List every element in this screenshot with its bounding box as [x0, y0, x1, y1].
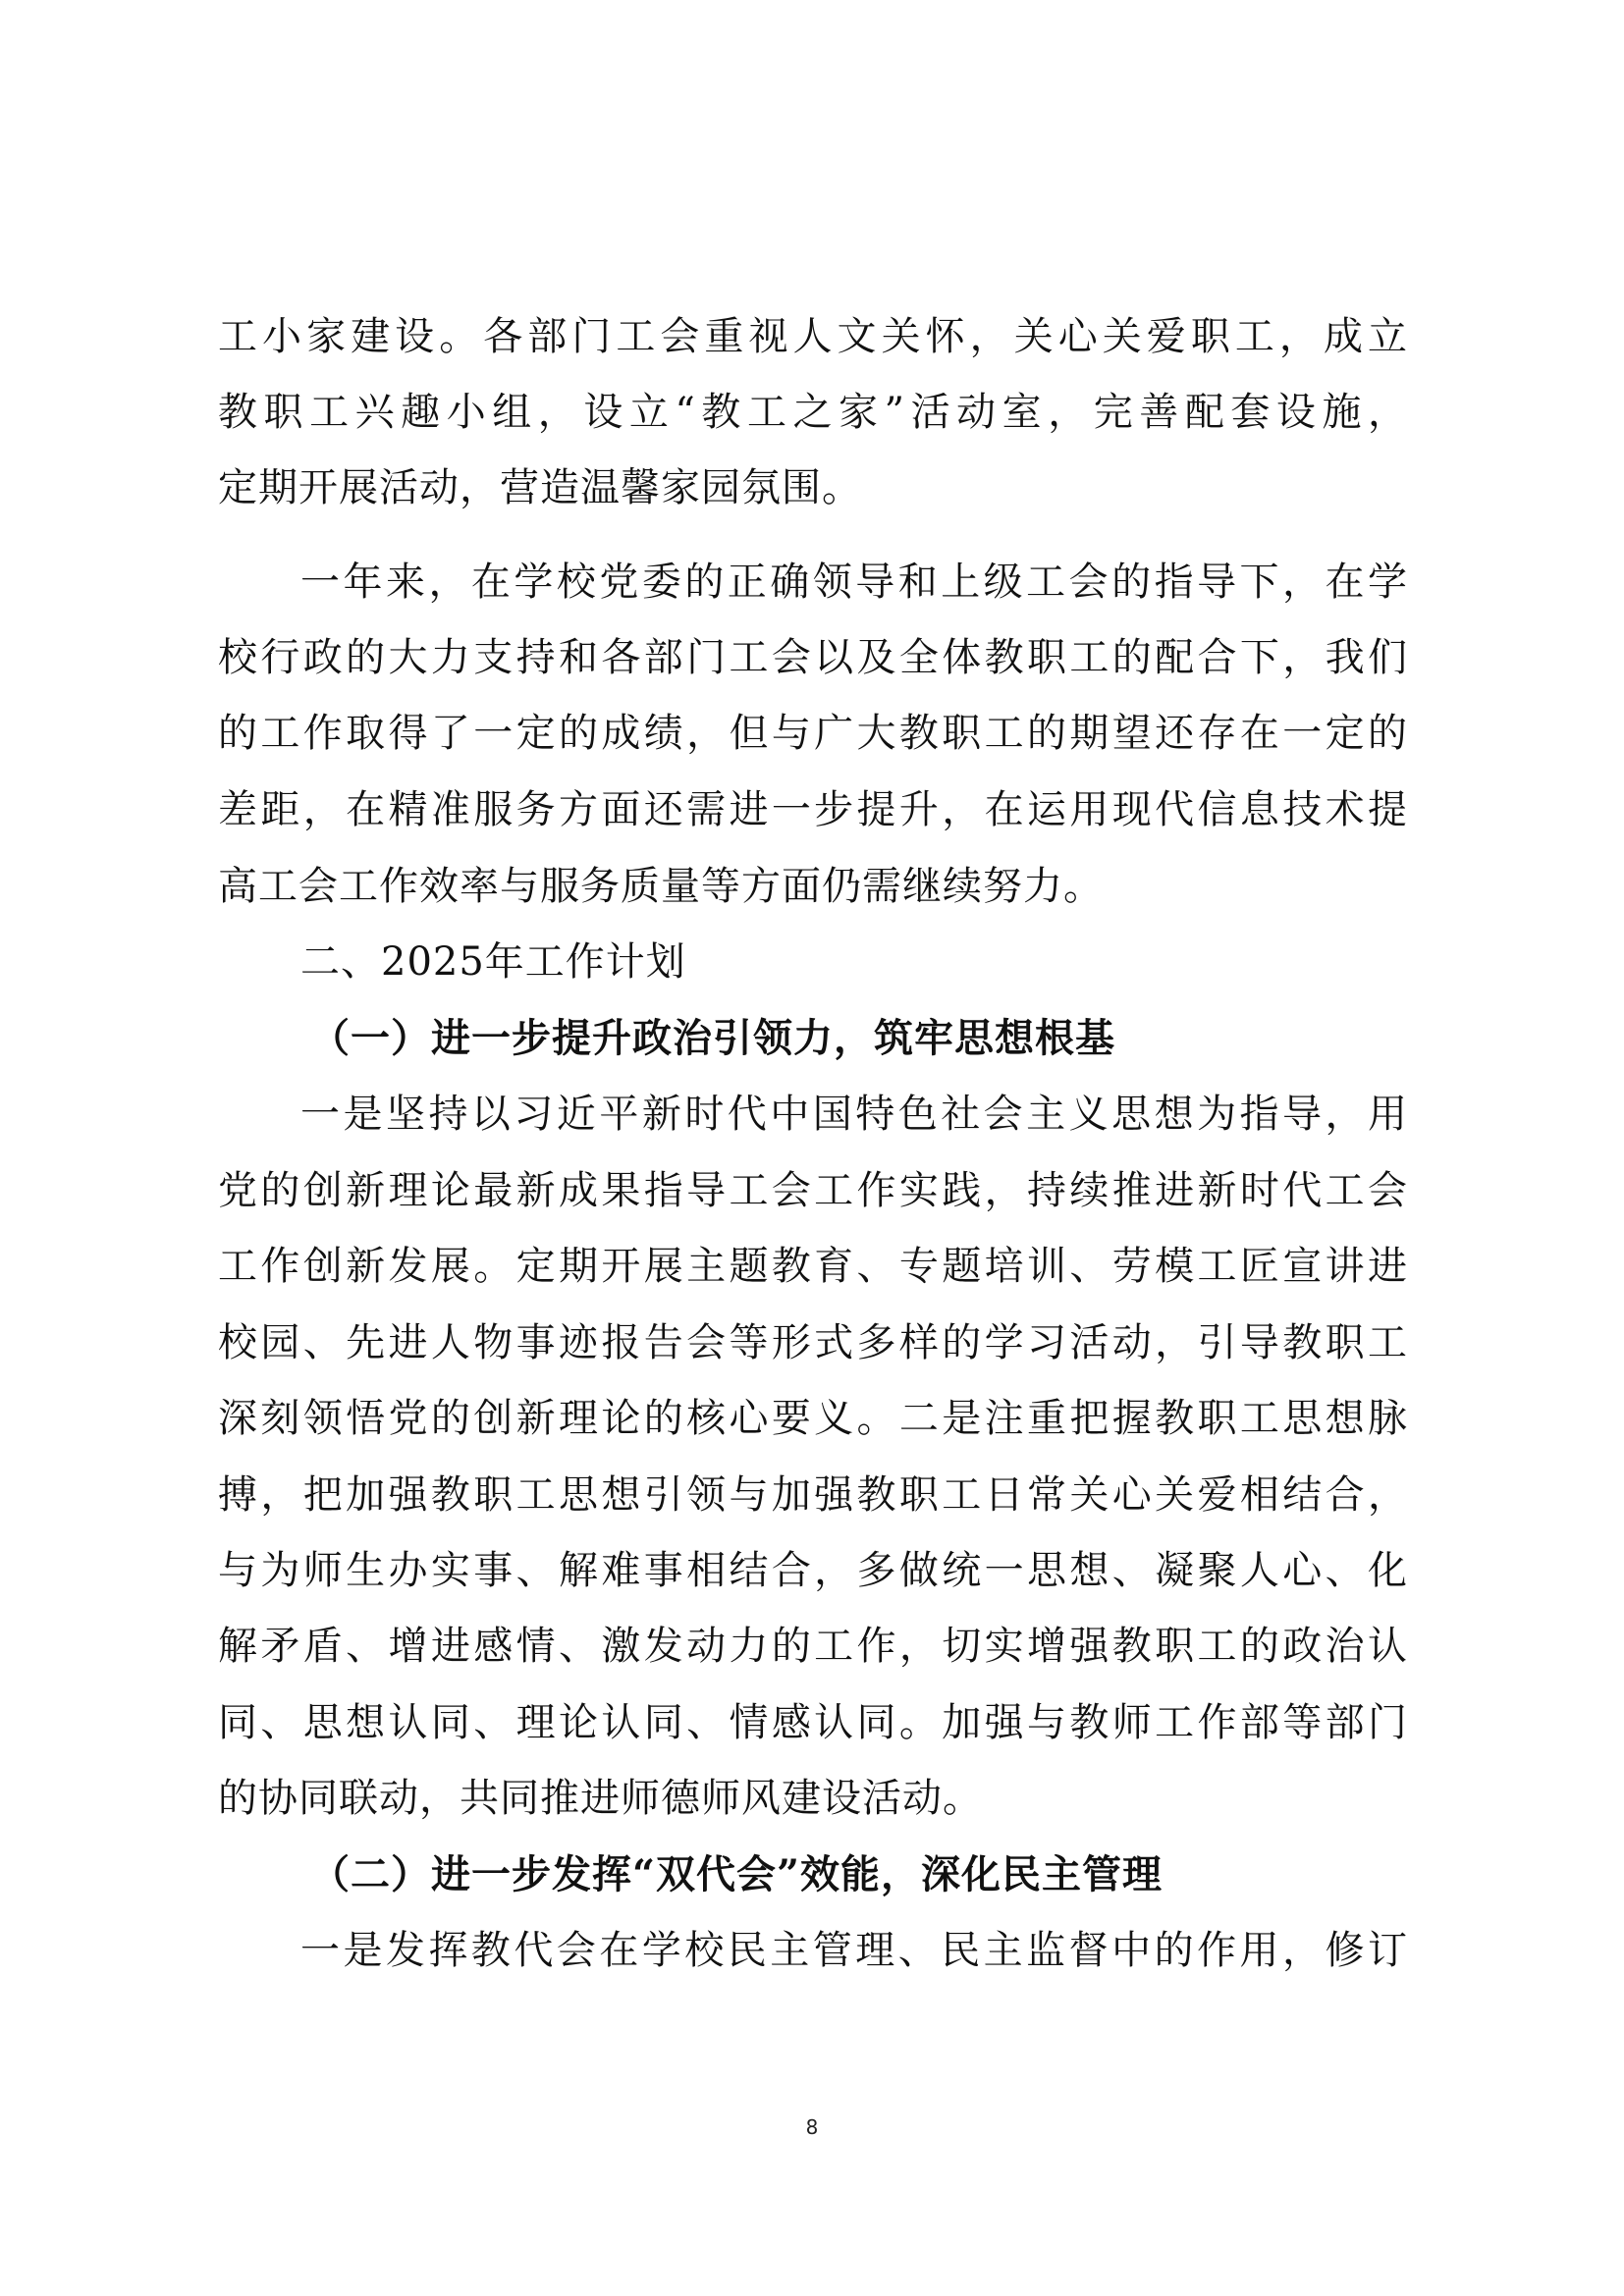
text-line: 一年来，在学校党委的正确领导和上级工会的指导下，在学: [300, 560, 1408, 605]
subsection-heading: （一）进一步提升政治引领力，筑牢思想根基: [310, 1015, 1115, 1061]
text-line: 校行政的大力支持和各部门工会以及全体教职工的配合下，我们: [218, 635, 1408, 680]
text-line: 定期开展活动，营造温馨家园氛围。: [218, 465, 862, 510]
text-line: 一是坚持以习近平新时代中国特色社会主义思想为指导，用: [300, 1092, 1408, 1137]
text-line: 解矛盾、增进感情、激发动力的工作，切实增强教职工的政治认: [218, 1624, 1408, 1669]
text-line: 一是发挥教代会在学校民主管理、民主监督中的作用，修订: [300, 1928, 1408, 1973]
page-number: 8: [805, 2115, 819, 2139]
text-line: 与为师生办实事、解难事相结合，多做统一思想、凝聚人心、化: [218, 1548, 1408, 1593]
text-line: 工小家建设。各部门工会重视人文关怀，关心关爱职工，成立: [218, 314, 1408, 359]
text-line: 高工会工作效率与服务质量等方面仍需继续努力。: [218, 864, 1104, 909]
text-line: 差距，在精准服务方面还需进一步提升，在运用现代信息技术提: [218, 787, 1408, 832]
text-line: 教职工兴趣小组，设立“教工之家”活动室，完善配套设施，: [218, 390, 1408, 435]
text-line: 的工作取得了一定的成绩，但与广大教职工的期望还存在一定的: [218, 711, 1408, 756]
text-line: 工作创新发展。定期开展主题教育、专题培训、劳模工匠宣讲进: [218, 1244, 1408, 1289]
text-line: 同、思想认同、理论认同、情感认同。加强与教师工作部等部门: [218, 1700, 1408, 1745]
text-line: 党的创新理论最新成果指导工会工作实践，持续推进新时代工会: [218, 1168, 1408, 1213]
text-line: 搏，把加强教职工思想引领与加强教职工日常关心关爱相结合，: [218, 1472, 1408, 1518]
text-line: 校园、先进人物事迹报告会等形式多样的学习活动，引导教职工: [218, 1320, 1408, 1365]
text-line: 的协同联动，共同推进师德师风建设活动。: [218, 1776, 983, 1821]
text-line: 深刻领悟党的创新理论的核心要义。二是注重把握教职工思想脉: [218, 1396, 1408, 1441]
section-heading: 二、2025年工作计划: [300, 939, 686, 985]
subsection-heading: （二）进一步发挥“双代会”效能，深化民主管理: [310, 1851, 1164, 1897]
